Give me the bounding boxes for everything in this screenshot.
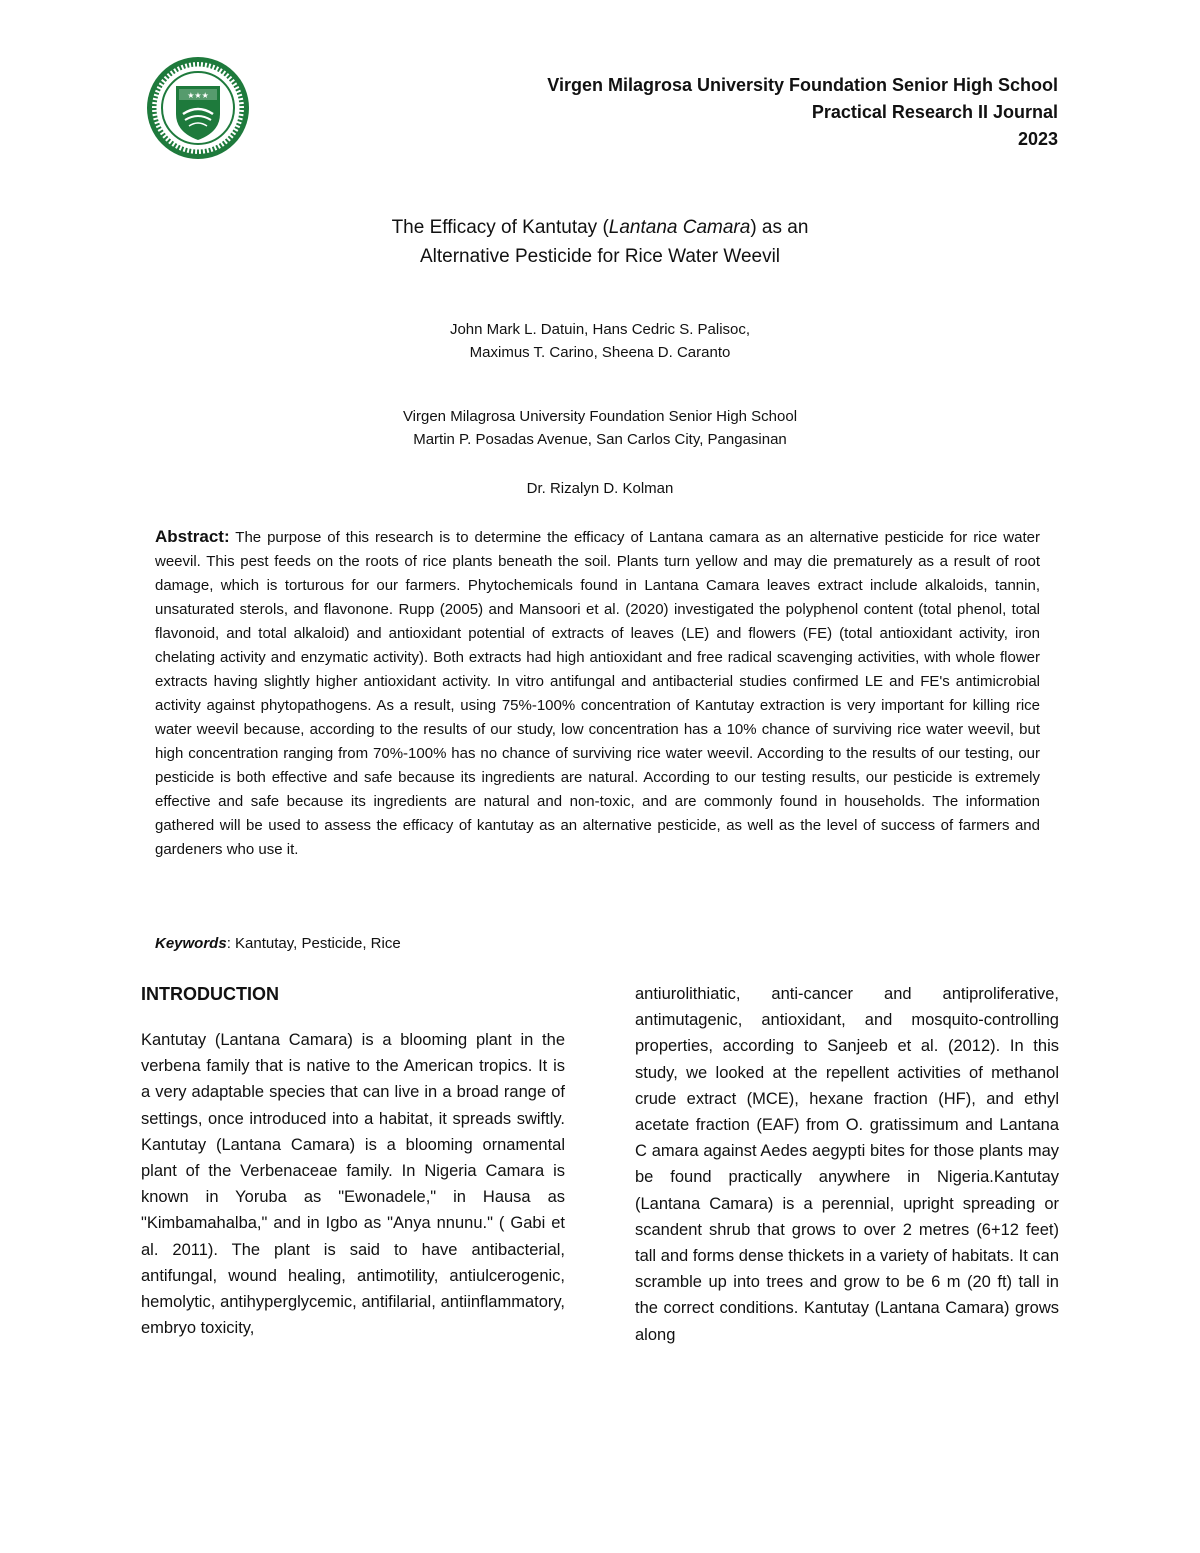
title-suffix: ) as an — [750, 217, 809, 238]
affiliation — [0, 405, 1200, 451]
university-seal-icon — [145, 56, 251, 160]
affiliation-line-2: Martin P. Posadas Avenue, San Carlos City, Pangasinan — [413, 431, 787, 448]
header-institution: Virgen Milagrosa University Foundation Senior High School — [547, 75, 1058, 95]
title-species: Lantana Camara — [608, 217, 751, 238]
introduction-right-column: antiurolithiatic, anti-cancer and antiproliferative, antimutagenic, antioxidant, and mosquito-controlling properties, according to Sanjeeb et al. (2012). In this study, we looked at the repellent activities of methanol crude extract (MCE), hexane fraction (HF), and ethyl acetate fraction (EAF) from O. gratissimum and Lantana C amara against Aedes aegypti bites for those plants may be found practically anywhere in Nigeria.Kantutay (Lantana Camara) is a perennial, upright spreading or scandent shrub that grows to over 2 metres (6+12 feet) tall and forms dense thickets in a variety of habitats. It can scramble up into trees and grow to be 6 m (20 ft) tall in the correct conditions. Kantutay (Lantana Camara) grows along — [635, 985, 1059, 1344]
affiliation-line-1: Virgen Milagrosa University Foundation Senior High School — [402, 408, 798, 425]
header-journal: Practical Research II Journal — [811, 102, 1058, 122]
svg-text:★★★: ★★★ — [187, 91, 209, 100]
keywords — [155, 935, 401, 952]
authors-line-2: Maximus T. Carino, Sheena D. Caranto — [469, 344, 731, 361]
authors — [0, 318, 1200, 364]
keywords-text: : Kantutay, Pesticide, Rice — [226, 935, 401, 952]
abstract-text: The purpose of this research is to determine the efficacy of Lantana camara as an alternative pesticide for rice water weevil. This pest feeds on the roots of rice plants beneath the soil. Plants turn yellow and may die prematurely as a result of root damage, which is torturous for our farmers. Phytochemicals found in Lantana Camara leaves extract include alkaloids, tannin, unsaturated sterols, and flavonone. Rupp (2005) and Mansoori et al. (2020) investigated the polyphenol content (total phenol, total flavonoid, and total alkaloid) and antioxidant potential of extracts of leaves (LE) and flowers (FE) (total antioxidant activity, iron chelating activity and enzymatic activity). Both extracts had high antioxidant and free radical scavenging activities, with whole flower extracts having slightly higher antioxidant activity. In vitro antifungal and antibacterial studies confirmed LE and FE's antimicrobial activity against phytopathogens. As a result, using 75%-100% concentration of Kantutay extraction is very important for killing rice water weevil because, according to the results of our study, low concentration has a 10% chance of surviving rice water weevil, but high concentration ranging from 70%-100% has no chance of surviving rice water weevil. According to the results of our testing, our pesticide is both effective and safe because its ingredients are natural. According to our testing results, our pesticide is extremely effective and safe because its ingredients are natural and non-toxic, and are commonly found in households. The information gathered will be used to assess the efficacy of kantutay as an alternative pesticide, as well as the level of success of farmers and gardeners who use it. — [155, 529, 1040, 858]
title-line-2: Alternative Pesticide for Rice Water Weevil — [419, 246, 781, 267]
authors-line-1: John Mark L. Datuin, Hans Cedric S. Palisoc, — [449, 321, 751, 338]
journal-header — [547, 72, 1058, 153]
adviser — [0, 477, 1200, 500]
introduction-heading: INTRODUCTION — [141, 984, 279, 1004]
abstract — [155, 525, 1040, 862]
header-year: 2023 — [1017, 129, 1058, 149]
abstract-label: Abstract: — [155, 527, 230, 546]
adviser-name: Dr. Rizalyn D. Kolman — [526, 480, 674, 497]
keywords-label: Keywords — [155, 935, 227, 952]
introduction-left-column: Kantutay (Lantana Camara) is a blooming plant in the verbena family that is native to the American tropics. It is a very adaptable species that can live in a broad range of settings, once introduced into a habitat, it spreads swiftly. Kantutay (Lantana Camara) is a blooming ornamental plant of the Verbenaceae family. In Nigeria Camara is known in Yoruba as "Ewonadele," in Hausa as "Kimbamahalba," and in Igbo as "Anya nnunu." ( Gabi et al. 2011). The plant is said to have antibacterial, antifungal, wound healing, antimotility, antiulcerogenic, hemolytic, antihyperglycemic, antifilarial, antiinflammatory, embryo toxicity, — [141, 1031, 565, 1338]
title-prefix: The Efficacy of Kantutay ( — [391, 217, 609, 238]
paper-title — [0, 213, 1200, 271]
